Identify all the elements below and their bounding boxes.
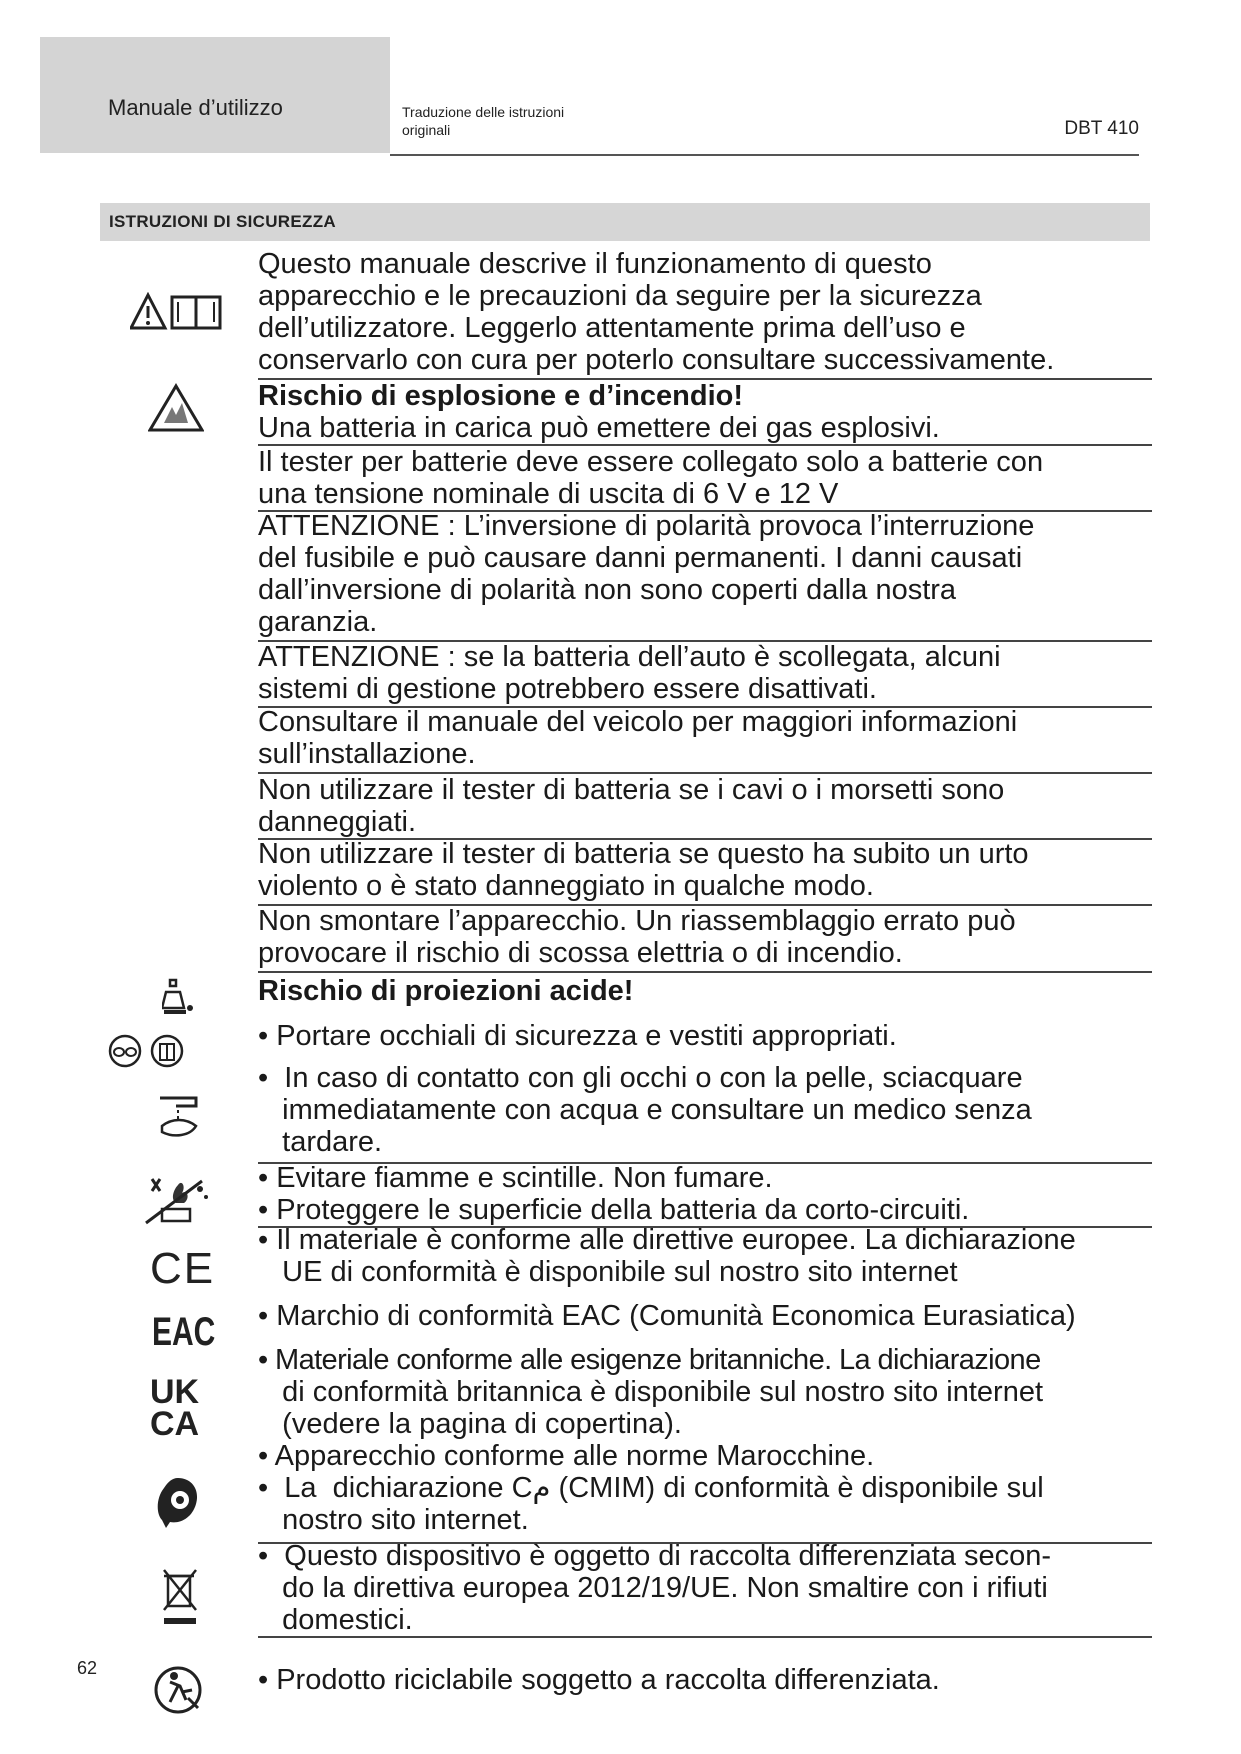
text-block-voltage: [258, 446, 1152, 510]
header-divider: [390, 154, 1139, 156]
text-line: garanzia.: [258, 606, 378, 638]
page-number: 62: [77, 1658, 98, 1678]
warning-read-manual-icon: [130, 292, 226, 332]
model-name: DBT 410: [1064, 118, 1139, 139]
row-divider: [258, 1636, 1152, 1638]
text-block-ce: [258, 1224, 1152, 1288]
section-title-bar: [100, 203, 1150, 241]
text-line: Consultare il manuale del veicolo per maggiori informazioni: [258, 706, 1018, 738]
acid-hazard-icon: [162, 978, 196, 1018]
text-line: • Il materiale è conforme alle direttive europee. La dichiarazione: [258, 1224, 1076, 1256]
text-line: Una batteria in carica può emettere dei gas esplosivi.: [258, 412, 940, 444]
text-line: Non utilizzare il tester di batteria se questo ha subito un urto: [258, 838, 1029, 870]
text-block-weee: [258, 1540, 1152, 1636]
block-heading: Rischio di proiezioni acide!: [258, 975, 634, 1007]
text-line: sull’installazione.: [258, 738, 476, 770]
text-line: • Marchio di conformità EAC (Comunità Economica Eurasiatica): [258, 1300, 1076, 1332]
text-line: Non smontare l’apparecchio. Un riassemblaggio errato può: [258, 905, 1016, 937]
block-heading: Rischio di esplosione e d’incendio!: [258, 380, 744, 412]
text-block-polarity: [258, 510, 1152, 638]
text-block-recycle: [258, 1664, 1152, 1696]
text-line: (vedere la pagina di copertina).: [258, 1408, 682, 1440]
text-line: conservarlo con cura per poterlo consultare successivamente.: [258, 344, 1055, 376]
text-block-disassemble: [258, 905, 1152, 969]
text-block-goggles: [258, 1020, 1152, 1052]
text-line: • In caso di contatto con gli occhi o con la pelle, sciacquare: [258, 1062, 1023, 1094]
ukca-mark-icon: [150, 1373, 200, 1443]
text-line: Non utilizzare il tester di batteria se i cavi o i morsetti sono: [258, 774, 1005, 806]
explosion-warning-icon: [148, 383, 204, 433]
header-title-box: [40, 37, 390, 153]
text-line: immediatamente con acqua e consultare un medico senza: [258, 1094, 1032, 1126]
cmim-mark-icon: [152, 1474, 204, 1530]
header-subtitle-line1: Traduzione delle istruzioni: [402, 104, 565, 120]
text-line: • Materiale conforme alle esigenze britanniche. La dichiarazione: [258, 1344, 1041, 1376]
text-line: Il tester per batterie deve essere collegato solo a batterie con: [258, 446, 1044, 478]
text-line: • La dichiarazione C‫م‬ (CMIM) di conformità è disponibile sul: [258, 1472, 1044, 1504]
text-line: una tensione nominale di uscita di 6 V e 12 V: [258, 478, 839, 510]
text-line: Questo manuale descrive il funzionamento di questo: [258, 248, 932, 280]
ukca-mark-bottom: CA: [150, 1405, 200, 1443]
text-line: do la direttiva europea 2012/19/UE. Non smaltire con i rifiuti: [258, 1572, 1048, 1604]
text-line: • Evitare fiamme e scintille. Non fumare.: [258, 1162, 773, 1194]
text-line: provocare il rischio di scossa elettria o di incendio.: [258, 937, 903, 969]
text-block-contact: [258, 1062, 1152, 1158]
text-block-impact: [258, 838, 1152, 902]
manual-title: Manuale d’utilizzo: [108, 95, 283, 120]
text-line: UE di conformità è disponibile sul nostro sito internet: [258, 1256, 958, 1288]
header-subtitle: [402, 103, 564, 139]
text-line: • Proteggere le superficie della batteria da corto-circuiti.: [258, 1194, 970, 1226]
text-line: tardare.: [258, 1126, 383, 1158]
text-line: • Apparecchio conforme alle norme Marocchine.: [258, 1440, 875, 1472]
text-line: ATTENZIONE : L’inversione di polarità provoca l’interruzione: [258, 510, 1035, 542]
text-block-explosion: [258, 380, 1152, 444]
header-subtitle-line2: originali: [402, 122, 451, 138]
text-block-ukca-cmim: [258, 1344, 1152, 1536]
text-block-acid-heading: [258, 975, 1152, 1007]
text-line: dell’utilizzatore. Leggerlo attentamente prima dell’uso e: [258, 312, 966, 344]
text-block-cables: [258, 774, 1152, 838]
text-line: ATTENZIONE : se la batteria dell’auto è scollegata, alcuni: [258, 641, 1001, 673]
text-line: danneggiati.: [258, 806, 417, 838]
text-line: sistemi di gestione potrebbero essere disattivati.: [258, 673, 877, 705]
text-line: di conformità britannica è disponibile sul nostro sito internet: [258, 1376, 1044, 1408]
text-line: apparecchio e le precauzioni da seguire per la sicurezza: [258, 280, 982, 312]
text-block-flames: [258, 1162, 1152, 1226]
weee-bin-icon: [160, 1566, 200, 1628]
text-block-vehicle-manual: [258, 706, 1152, 770]
no-flame-no-smoking-icon: [142, 1175, 210, 1227]
text-line: • Questo dispositivo è oggetto di raccolta differenziata secon-: [258, 1540, 1052, 1572]
recycle-icon: [152, 1662, 204, 1716]
text-block-disconnect: [258, 641, 1152, 705]
text-line: violento o è stato danneggiato in qualche modo.: [258, 870, 874, 902]
text-block-intro: [258, 248, 1152, 376]
text-block-eac: [258, 1300, 1158, 1332]
text-line: dall’inversione di polarità non sono coperti dalla nostra: [258, 574, 957, 606]
text-line: domestici.: [258, 1604, 413, 1636]
section-title: ISTRUZIONI DI SICUREZZA: [109, 212, 336, 231]
ukca-mark-top: UK: [150, 1373, 200, 1411]
row-divider: [258, 971, 1152, 973]
text-line: del fusibile e può causare danni permanenti. I danni causati: [258, 542, 1023, 574]
text-line: • Portare occhiali di sicurezza e vestiti appropriati.: [258, 1020, 897, 1052]
ce-mark-icon: CE: [150, 1244, 216, 1293]
rinse-hands-icon: [156, 1092, 204, 1144]
text-line: nostro sito internet.: [258, 1504, 529, 1536]
safety-goggles-icon: [108, 1034, 142, 1068]
protective-clothing-icon: [150, 1034, 184, 1068]
eac-mark-icon: EAC: [152, 1310, 216, 1354]
text-line: • Prodotto riciclabile soggetto a raccolta differenziata.: [258, 1664, 940, 1696]
